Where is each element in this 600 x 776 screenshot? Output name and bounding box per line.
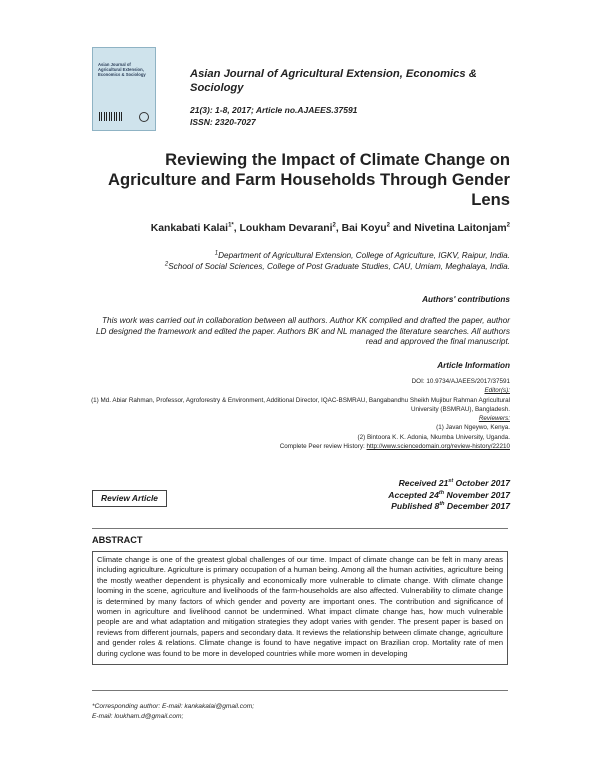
accepted-date-text: Accepted 24 — [388, 489, 439, 500]
publication-dates — [388, 478, 510, 513]
author-name: Nivetina Laitonjam — [414, 223, 507, 234]
cover-title: Asian Journal of Agricultural Extension, Economics & Sociology — [98, 62, 146, 77]
editor-entry: (1) Md. Abiar Rahman, Professor, Agroforestry & Environment, Additional Director, IQAC-BSMRAU, Bangabandhu Sheikh Mujibur Rahman Agricultural University (BSMRAU), Bangladesh. — [91, 396, 510, 413]
journal-cover-thumbnail — [92, 47, 156, 131]
doi: DOI: 10.9734/AJAEES/2017/37591 — [411, 378, 510, 385]
author-list — [151, 223, 510, 234]
received-date — [388, 478, 510, 490]
editors-label: Editor(s): — [484, 387, 510, 395]
accepted-date — [388, 490, 510, 502]
peer-review-history — [70, 442, 510, 451]
abstract-text: Climate change is one of the greatest global challenges of our time. Impact of climate change can be felt in many areas including agriculture. Agriculture is primary occupation of a human being. Among all the human activities, agriculture being the mostly weather dependent is physically and economically more vulnerable to climate change. With climate change looming in the scene, agriculture and livelihoods of the farm-households are also affected. Vulnerability to climate change is determined by many factors of which gender and poverty are important ones. The contribution and significance of women in agriculture and livelihood cannot be undermined. What impact climate change has, how much vulnerable people are and what adaptation and mitigation strategies they adopt varies with gender. The present paper is based on reviews from different journals, papers and secondary data. It reviews the relationship between climate change, agriculture and gender roles & relations. Climate change is found to have negative impact on Brazilian crop. Mortality rate of men during cyclone was found to be more in developed countries while more women in developing — [92, 551, 508, 665]
reviewer-entry: (2) Bintoora K. K. Adonia, Nkumba University, Uganda. — [357, 433, 510, 441]
contributions-heading: Authors' contributions — [422, 295, 510, 304]
contributions-text: This work was carried out in collaboration between all authors. Author KK complied and drafted the paper, author LD designed the framework and edited the paper. Authors BK and NL managed the literature searches. All authors read and approved the final manuscript. — [95, 316, 510, 347]
author-name: Loukham Devarani — [239, 223, 333, 234]
article-type-badge: Review Article — [92, 490, 167, 507]
journal-name: Asian Journal of Agricultural Extension, Economics & Sociology — [190, 68, 477, 94]
author-affil-mark: 2 — [506, 222, 510, 229]
article-info-heading: Article Information — [437, 361, 510, 370]
published-date-suffix: th — [439, 501, 445, 508]
published-date-month: December 2017 — [444, 501, 510, 512]
author-separator: and — [390, 223, 415, 234]
author-separator: , — [233, 223, 240, 234]
author-affil-mark: 2 — [332, 222, 336, 229]
author-name: Kankabati Kalai — [150, 223, 229, 234]
affiliation-text: Department of Agricultural Extension, College of Agriculture, IGKV, Raipur, India. — [218, 251, 510, 260]
journal-issn: ISSN: 2320-7027 — [190, 117, 256, 127]
abstract-heading: ABSTRACT — [92, 535, 143, 545]
affiliation-text: School of Social Sciences, College of Post Graduate Studies, CAU, Umiam, Meghalaya, India. — [168, 262, 510, 272]
affiliation-item — [90, 250, 510, 261]
peer-review-label: Complete Peer review History: — [279, 443, 367, 451]
publisher-logo-icon — [139, 112, 149, 122]
accepted-date-suffix: th — [438, 489, 445, 496]
affiliation-mark: 2 — [164, 261, 169, 268]
received-date-month: October 2017 — [453, 478, 510, 488]
corresponding-author: *Corresponding author: E-mail: kankakalai@gmail.com; — [92, 703, 255, 710]
paper-title: Reviewing the Impact of Climate Change on Agriculture and Farm Households Through Gender Lens — [108, 150, 510, 209]
article-info — [70, 377, 510, 451]
affiliations — [90, 250, 510, 272]
secondary-email: E-mail: loukham.d@gmail.com; — [92, 713, 184, 720]
author-name: Bai Koyu — [341, 223, 387, 234]
reviewers-label: Reviewers: — [478, 415, 510, 423]
author-affil-mark: 1* — [228, 222, 234, 229]
published-date-text: Published 8 — [391, 501, 440, 512]
received-date-text: Received 21 — [398, 478, 449, 488]
author-affil-mark: 2 — [386, 222, 391, 229]
accepted-date-month: November 2017 — [444, 489, 510, 500]
author-separator: , — [335, 223, 342, 234]
section-divider — [92, 528, 508, 529]
affiliation-mark: 1 — [214, 250, 219, 257]
received-date-suffix: st — [448, 478, 454, 485]
footnote — [92, 702, 254, 722]
footnote-divider — [92, 690, 508, 691]
affiliation-item — [90, 261, 510, 272]
published-date — [388, 501, 510, 513]
barcode-icon — [99, 112, 123, 121]
journal-citation: 21(3): 1-8, 2017; Article no.AJAEES.37591 — [190, 105, 358, 115]
peer-review-link[interactable]: http://www.sciencedomain.org/review-history/22210 — [366, 443, 510, 451]
journal-meta — [190, 104, 357, 128]
reviewer-entry: (1) Javan Ngeywo, Kenya. — [436, 424, 510, 432]
